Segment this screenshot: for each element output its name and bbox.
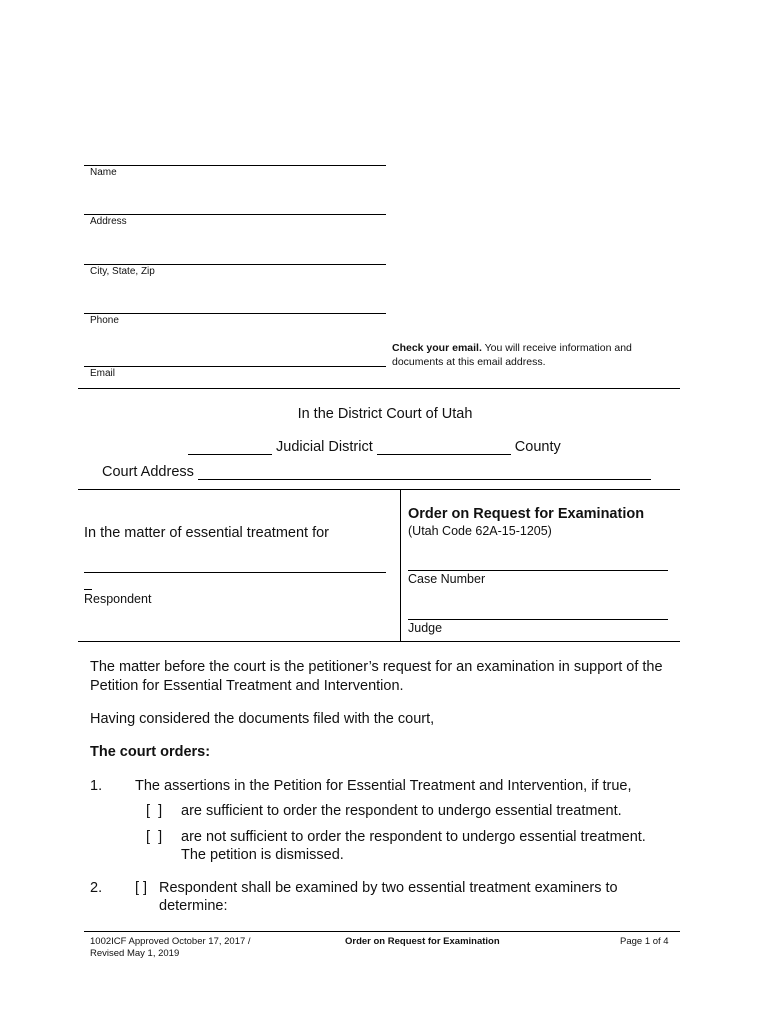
address-field[interactable] <box>84 214 386 227</box>
respondent-label: Respondent <box>84 592 152 606</box>
item-1-sufficient-text: are sufficient to order the respondent to undergo essential treatment. <box>181 803 622 819</box>
paragraph-petition: The matter before the court is the petitioner’s request for an examination in support of the Petition for Essential Treatment and Intervention. <box>90 659 663 694</box>
item-1-not-sufficient-checkbox[interactable]: [ ] <box>146 829 163 845</box>
address-label: Address <box>90 216 127 227</box>
caption-divider <box>400 489 401 641</box>
item-2-checkbox[interactable]: [ ] <box>135 880 148 896</box>
caption-bottom-rule <box>78 641 680 642</box>
email-note-bold: Check your email. <box>392 342 482 354</box>
district-county-line <box>188 439 561 455</box>
case-number-field[interactable] <box>408 570 668 571</box>
item-1-number: 1. <box>90 778 103 794</box>
item-1-sufficient-checkbox[interactable]: [ ] <box>146 803 163 819</box>
phone-field[interactable] <box>84 313 386 326</box>
item-1-not-sufficient-text: are not sufficient to order the respondent to undergo essential treatment. <box>181 829 646 845</box>
order-code: (Utah Code 62A-15-1205) <box>408 524 552 538</box>
order-title: Order on Request for Examination <box>408 506 645 522</box>
email-field[interactable] <box>84 366 386 379</box>
court-title: In the District Court of Utah <box>297 406 473 422</box>
caption-top-rule <box>78 489 680 490</box>
matter-text: In the matter of essential treatment for <box>84 525 330 541</box>
email-label: Email <box>90 368 116 379</box>
item-1-dismissed-text: The petition is dismissed. <box>181 847 344 863</box>
orders-heading: The court orders: <box>90 744 211 760</box>
judge-label: Judge <box>408 621 443 635</box>
court-address-blank[interactable] <box>198 465 651 480</box>
court-address-label: Court Address <box>102 464 194 480</box>
email-note <box>392 341 672 369</box>
footer-rule <box>84 931 680 932</box>
header-rule <box>78 388 680 389</box>
case-number-label: Case Number <box>408 572 486 586</box>
email-note-text: You will receive information and documents at this email address. <box>392 342 632 368</box>
paragraph-considered: Having considered the documents filed with the court, <box>90 711 435 727</box>
item-2-text-line-2: determine: <box>159 898 228 914</box>
respondent-dash <box>84 589 92 590</box>
city-state-zip-label: City, State, Zip <box>90 266 155 277</box>
district-blank[interactable] <box>188 440 272 455</box>
footer-form-id-line-2: Revised May 1, 2019 <box>90 948 180 959</box>
county-blank[interactable] <box>377 440 511 455</box>
name-label: Name <box>90 167 117 178</box>
judge-field[interactable] <box>408 619 668 620</box>
item-1-text: The assertions in the Petition for Essential Treatment and Intervention, if true, <box>135 778 632 794</box>
footer-page-number: Page 1 of 4 <box>620 936 669 947</box>
county-label: County <box>514 439 561 455</box>
item-2-number: 2. <box>90 880 103 896</box>
district-label: Judicial District <box>276 439 373 455</box>
footer-title: Order on Request for Examination <box>345 936 500 947</box>
respondent-name-line[interactable] <box>84 572 386 573</box>
footer-form-id <box>90 936 251 960</box>
phone-label: Phone <box>90 315 119 326</box>
city-state-zip-field[interactable] <box>84 264 386 277</box>
name-field[interactable] <box>84 165 386 178</box>
court-address-line <box>102 464 651 480</box>
footer-form-id-line-1: 1002ICF Approved October 17, 2017 / <box>90 936 251 947</box>
item-2-text-line-1: Respondent shall be examined by two essential treatment examiners to <box>159 880 618 896</box>
